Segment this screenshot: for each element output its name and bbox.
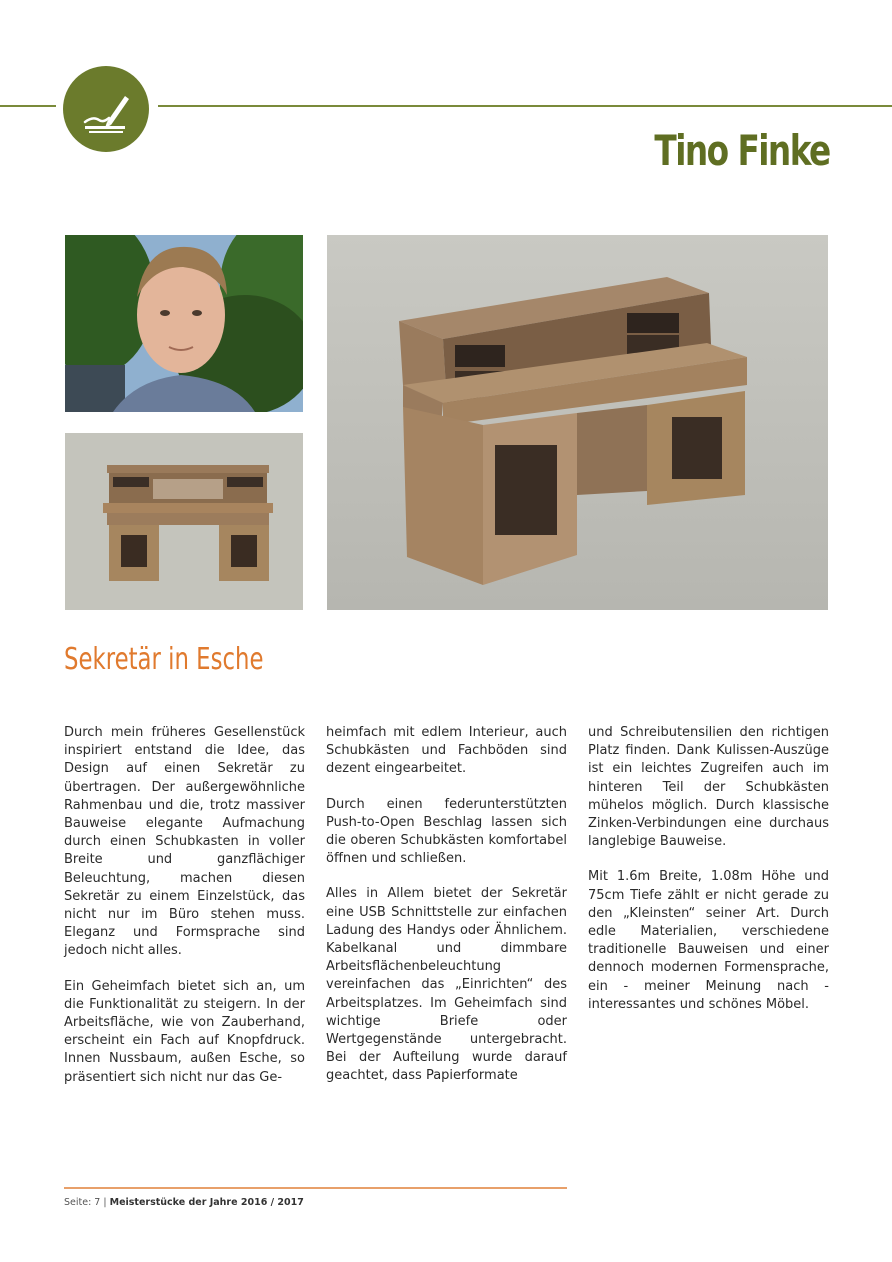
- footer-rule: [64, 1187, 567, 1189]
- paragraph: Mit 1.6m Breite, 1.08m Höhe und 75cm Tiefe zählt er nicht gerade zu den „Kleinsten“ seiner Art. Durch edle Materialien, verschiedene traditionelle Bauweisen und einer dennoch modernen Formensprache, ein - meiner Meinung nach - interessantes und schönes Möbel.: [588, 869, 829, 1012]
- paragraph: Ein Geheimfach bietet sich an, um die Funktionalität zu steigern. In der Arbeitsfläche, wie von Zauberhand, erscheint ein Fach auf Knopfdruck. Innen Nussbaum, außen Esche, so präsentiert sich nicht nur das Ge-: [64, 978, 305, 1085]
- paragraph: Durch mein früheres Gesellenstück inspiriert entstand die Idee, das Design auf einen Sekretär zu übertragen. Der außergewöhnliche Rahmenbau und die, trotz massiver Bauweise elegante Aufmachung durch einen Schubkasten in voller Breite und ganzflächiger Beleuchtung, machen diesen Sekretär zu einem Einzelstück, das nicht nur im Büro stehen muss. Eleganz und Formsprache sind jedoch nicht alles.: [64, 725, 305, 959]
- desk-front-view-photo: [65, 433, 303, 610]
- paragraph: und Schreibutensilien den richtigen Platz finden. Dank Kulissen-Auszüge ist ein leichtes Zugreifen auch im hinteren Teil der Schubkästen mühelos möglich. Durch klassische Zinken-Verbindungen eine durchaus langlebige Bauweise.: [588, 725, 829, 850]
- article-title: Sekretär in Esche: [64, 642, 264, 677]
- text-column-3: [588, 724, 829, 1031]
- paragraph: heimfach mit edlem Interieur, auch Schubkästen und Fachböden sind dezent eingearbeitet.: [326, 725, 567, 777]
- journal-title: Meisterstücke der Jahre 2016 / 2017: [109, 1197, 304, 1208]
- desk-perspective-photo: [327, 235, 828, 610]
- page-number: Seite: 7 |: [64, 1197, 107, 1208]
- text-column-1: [64, 724, 305, 1104]
- author-name: Tino Finke: [654, 126, 830, 175]
- portrait-photo: [65, 235, 303, 412]
- footer: [64, 1197, 304, 1208]
- header-rule-right: [158, 105, 892, 107]
- header-rule-left: [0, 105, 56, 107]
- text-column-2: [326, 724, 567, 1103]
- paragraph: Durch einen federunterstützten Push-to-Open Beschlag lassen sich die oberen Schubkästen komfortabel öffnen und schließen.: [326, 796, 567, 867]
- craftsman-pen-icon: [63, 66, 149, 152]
- logo: [63, 66, 149, 152]
- paragraph: Alles in Allem bietet der Sekretär eine USB Schnittstelle zur einfachen Ladung des Handys oder Ähnlichem. Kabelkanal und dimmbare Arbeitsflächenbeleuchtung vereinfachen das „Einrichten“ des Arbeitsplatzes. Im Geheimfach sind wichtige Briefe oder Wertgegenstände untergebracht. Bei der Aufteilung wurde darauf geachtet, dass Papierformate: [326, 886, 567, 1084]
